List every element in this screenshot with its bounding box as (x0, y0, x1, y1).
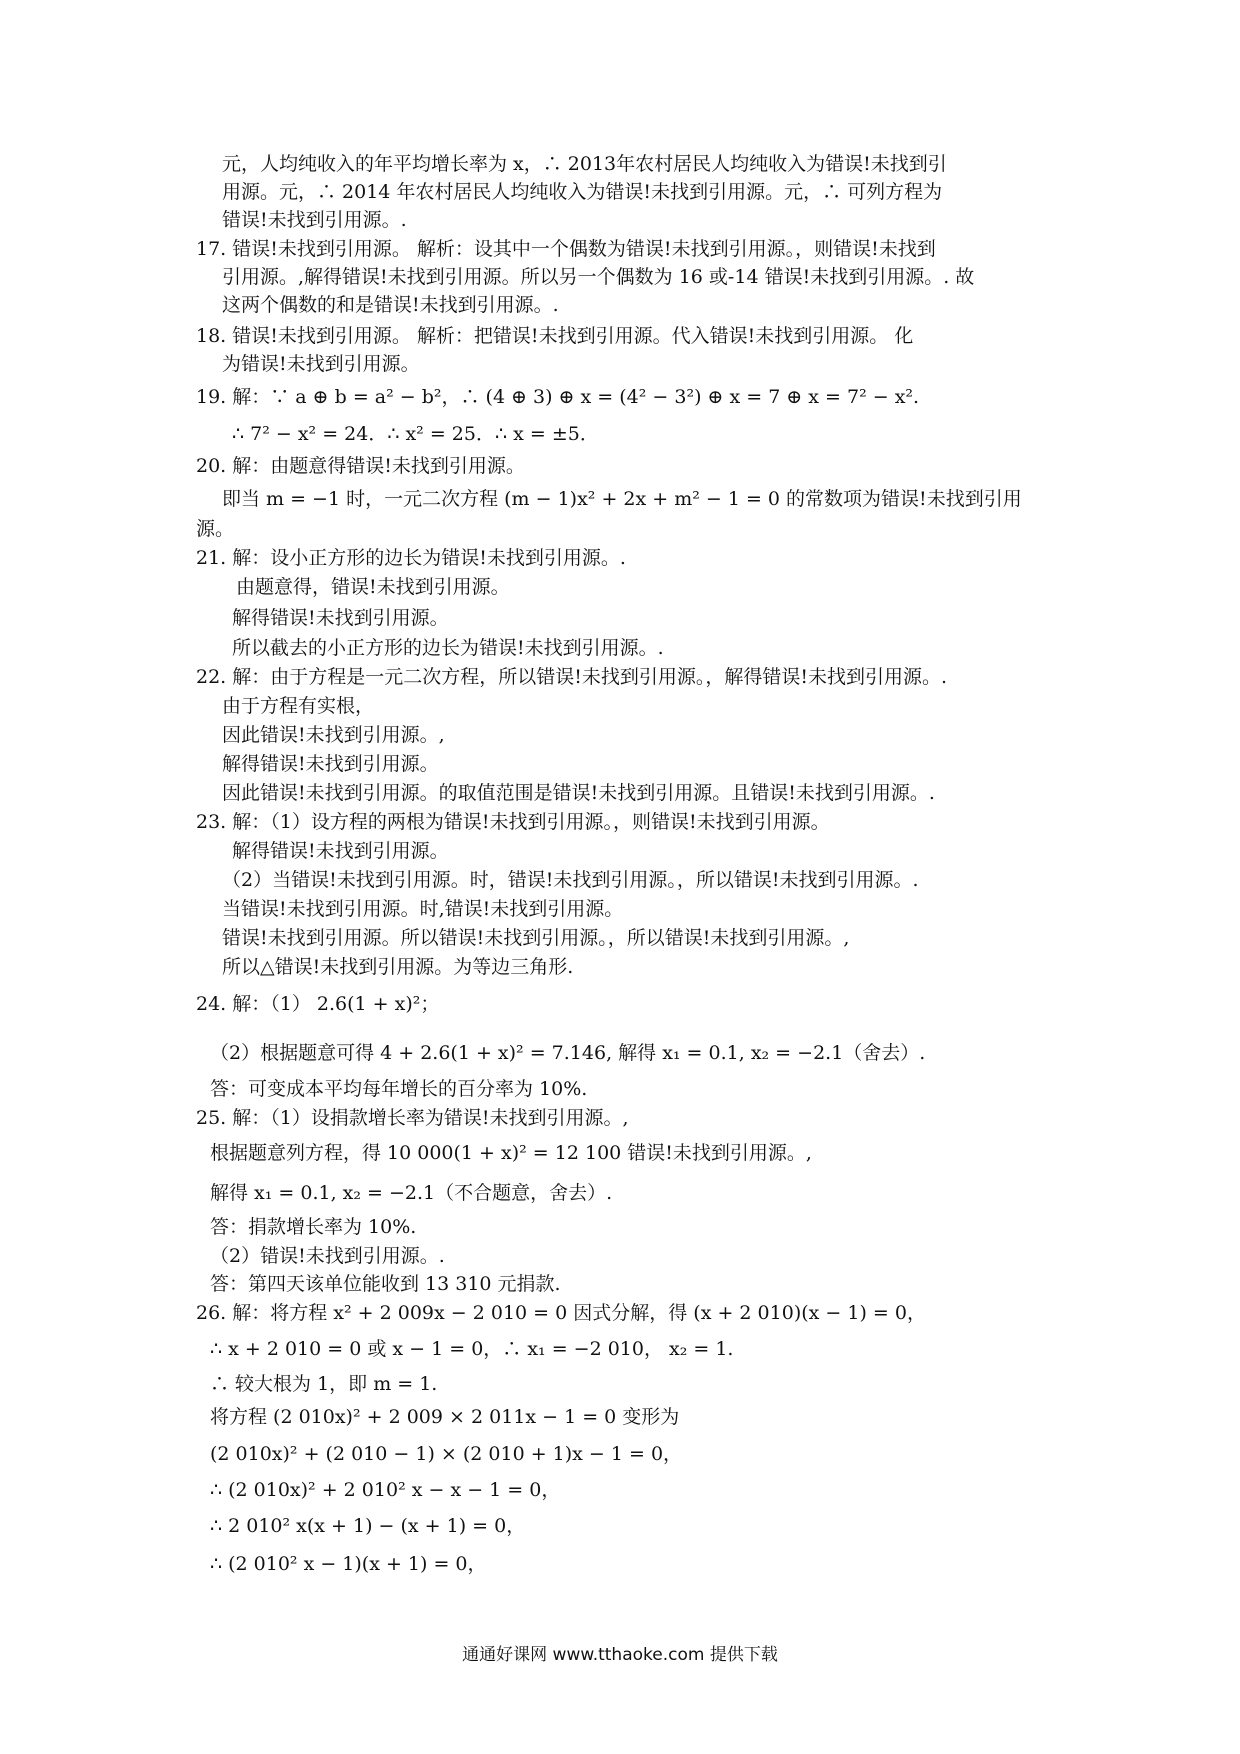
text-line: 答：捐款增长率为 10%. (210, 1216, 417, 1238)
text-line: 所以截去的小正方形的边长为错误!未找到引用源。. (232, 637, 664, 659)
text-line: 由题意得，错误!未找到引用源。 (236, 576, 510, 598)
text-line: 用源。元，∴ 2014 年农村居民人均纯收入为错误!未找到引用源。元，∴ 可列方程为 (222, 181, 943, 203)
text-line: 错误!未找到引用源。. (222, 209, 407, 231)
text-line: 错误!未找到引用源。所以错误!未找到引用源。，所以错误!未找到引用源。, (222, 927, 850, 949)
text-line: 解得 x₁ = 0.1, x₂ = −2.1（不合题意，舍去）. (210, 1182, 613, 1204)
text-line: （2）当错误!未找到引用源。时，错误!未找到引用源。，所以错误!未找到引用源。. (222, 869, 919, 891)
text-line: 23. 解：（1）设方程的两根为错误!未找到引用源。，则错误!未找到引用源。 (196, 811, 830, 833)
text-line: 为错误!未找到引用源。 (222, 353, 420, 375)
text-line: 当错误!未找到引用源。时,错误!未找到引用源。 (222, 898, 624, 920)
text-line: 源。 (196, 518, 235, 540)
text-line: ∴ 7² − x² = 24．∴ x² = 25．∴ x = ±5． (232, 423, 599, 445)
text-line: ∴ (2 010² x − 1)(x + 1) = 0， (210, 1553, 487, 1575)
text-line: 解得错误!未找到引用源。 (222, 753, 439, 775)
text-line: 25. 解：（1）设捐款增长率为错误!未找到引用源。, (196, 1107, 629, 1129)
text-line: 解得错误!未找到引用源。 (232, 840, 449, 862)
text-line: 20. 解：由题意得错误!未找到引用源。 (196, 455, 525, 477)
text-line: (2 010x)² + (2 010 − 1) × (2 010 + 1)x − 1 = 0， (210, 1443, 683, 1465)
text-line: 将方程 (2 010x)² + 2 009 × 2 011x − 1 = 0 变形为 (210, 1406, 680, 1428)
text-line: 根据题意列方程，得 10 000(1 + x)² = 12 100 错误!未找到引用源。, (210, 1142, 812, 1164)
text-line: 因此错误!未找到引用源。的取值范围是错误!未找到引用源。且错误!未找到引用源。. (222, 782, 935, 804)
text-line: 所以△错误!未找到引用源。为等边三角形. (222, 956, 574, 978)
text-line: ∴ 2 010² x(x + 1) − (x + 1) = 0， (210, 1515, 526, 1537)
text-line: 18. 错误!未找到引用源。 解析：把错误!未找到引用源。代入错误!未找到引用源。 化 (196, 325, 914, 347)
text-line: （2）根据题意可得 4 + 2.6(1 + x)² = 7.146, 解得 x₁ = 0.1, x₂ = −2.1（舍去）. (210, 1042, 926, 1064)
text-line: 解得错误!未找到引用源。 (232, 607, 449, 629)
text-line: 26. 解：将方程 x² + 2 009x − 2 010 = 0 因式分解，得 (x + 2 010)(x − 1) = 0， (196, 1302, 926, 1324)
text-line: 即当 m = −1 时，一元二次方程 (m − 1)x² + 2x + m² − 1 = 0 的常数项为错误!未找到引用 (222, 488, 1022, 510)
text-line: 17. 错误!未找到引用源。 解析：设其中一个偶数为错误!未找到引用源。，则错误!未找到 (196, 238, 936, 260)
text-line: 因此错误!未找到引用源。, (222, 724, 445, 746)
text-line: 答：第四天该单位能收到 13 310 元捐款. (210, 1273, 561, 1295)
text-line: 元，人均纯收入的年平均增长率为 x，∴ 2013年农村居民人均纯收入为错误!未找到引 (222, 153, 947, 175)
text-line: 24. 解：（1） 2.6(1 + x)²； (196, 993, 440, 1015)
text-line: ∴ (2 010x)² + 2 010² x − x − 1 = 0， (210, 1479, 561, 1501)
text-line: 由于方程有实根， (222, 695, 375, 717)
text-line: 这两个偶数的和是错误!未找到引用源。. (222, 294, 559, 316)
text-line: 19. 解：∵ a ⊕ b = a² − b²，∴ (4 ⊕ 3) ⊕ x = (4² − 3²) ⊕ x = 7 ⊕ x = 7² − x². (196, 386, 920, 408)
text-line: ∴ 较大根为 1，即 m = 1. (210, 1373, 438, 1395)
text-line: ∴ x + 2 010 = 0 或 x − 1 = 0，∴ x₁ = −2 010， x₂ = 1. (210, 1338, 734, 1360)
text-line: 21. 解：设小正方形的边长为错误!未找到引用源。. (196, 547, 626, 569)
text-line: 引用源。,解得错误!未找到引用源。所以另一个偶数为 16 或-14 错误!未找到引用源。. 故 (222, 266, 975, 288)
text-line: 22. 解：由于方程是一元二次方程，所以错误!未找到引用源。，解得错误!未找到引用源。. (196, 666, 948, 688)
text-line: （2）错误!未找到引用源。. (210, 1245, 445, 1267)
page-footer: 通通好课网 www.tthaoke.com 提供下载 (462, 1645, 778, 1665)
text-line: 答：可变成本平均每年增长的百分率为 10%. (210, 1078, 588, 1100)
